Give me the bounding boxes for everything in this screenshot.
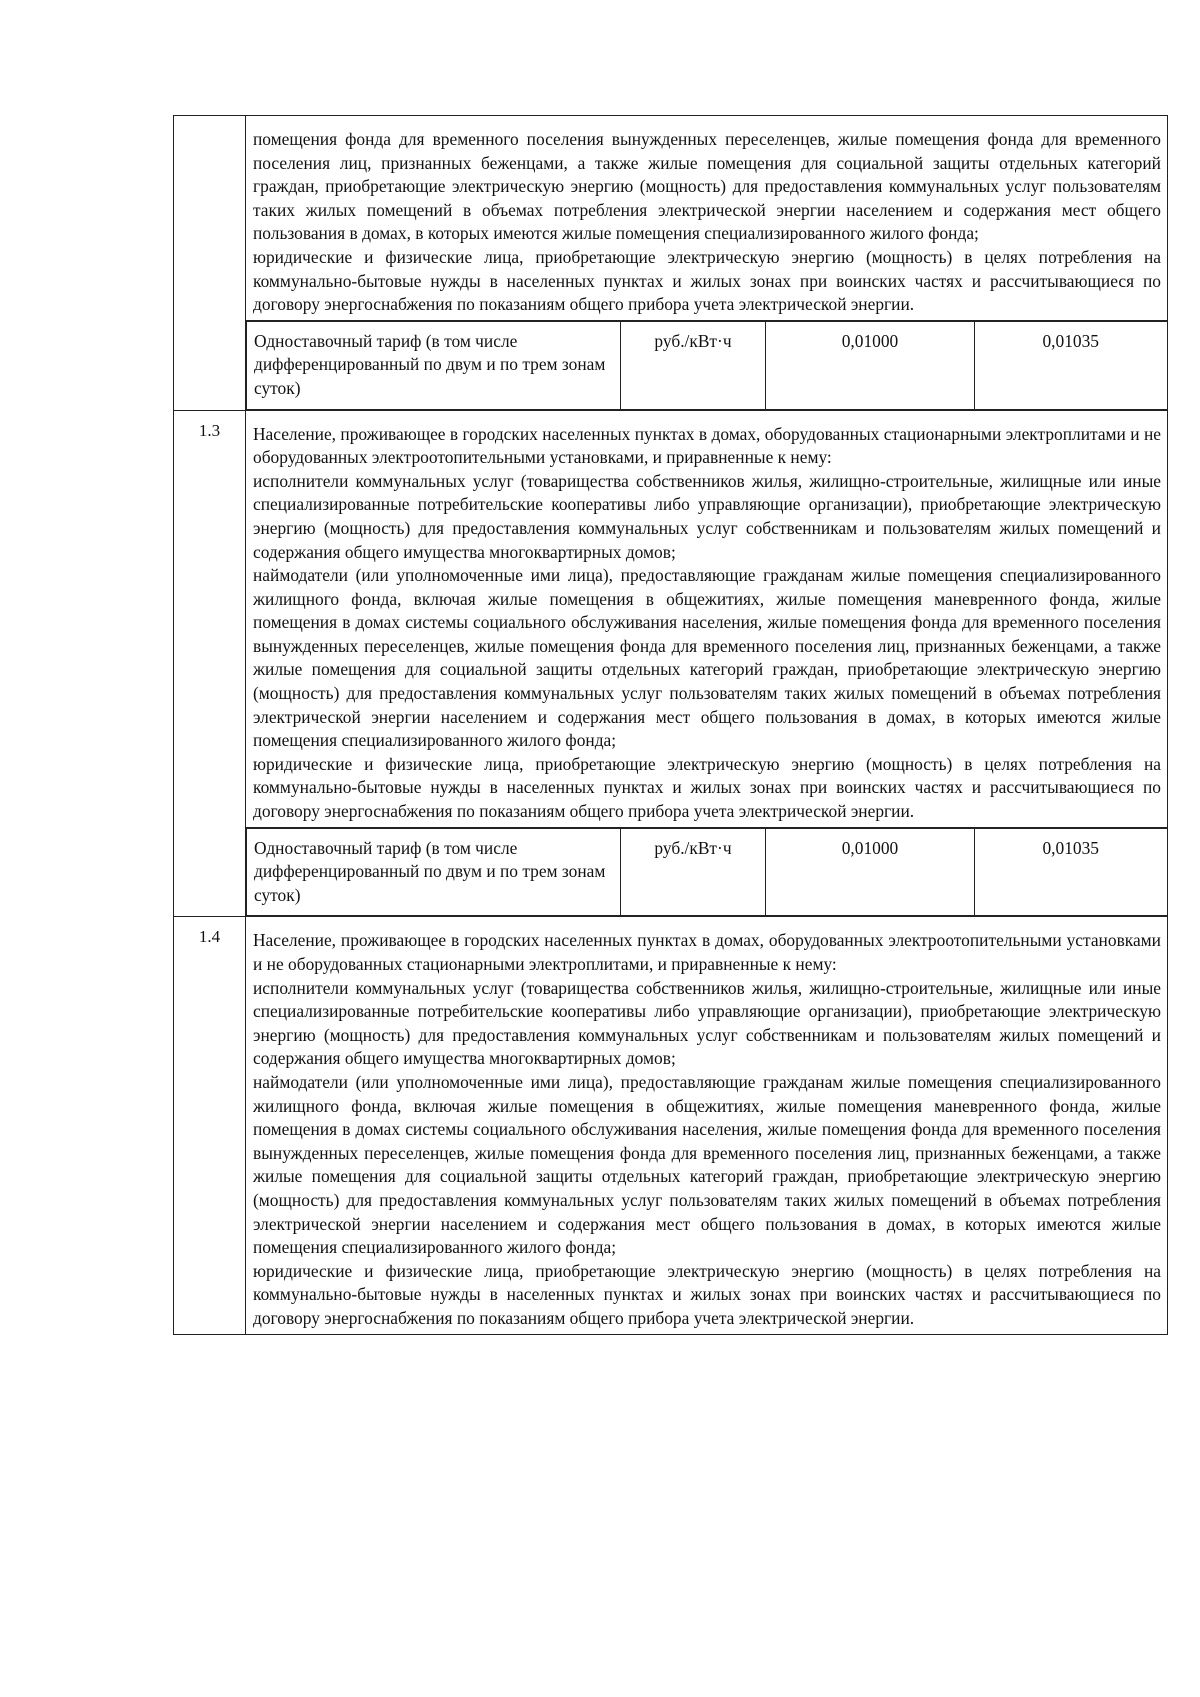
tariff-name: Одноставочный тариф (в том числе дифференцированный по двум и по трем зонам суток) xyxy=(247,828,621,916)
tariff-unit: руб./кВт·ч xyxy=(621,321,766,409)
row-number: 1.4 xyxy=(174,917,246,1334)
paragraph: помещения фонда для временного поселения вынужденных переселенцев, жилые помещения фонда для временного поселения лиц, признанных беженцами, а также жилые помещения для социальной защиты отдельных категорий граждан, приобретающие электрическую энергию (мощность) для предоставления коммунальных услуг пользователям таких жилых помещений в объемах потребления электрической энергии населением и содержания мест общего пользования в домах, в которых имеются жилые помещения специализированного жилого фонда; xyxy=(253,129,1161,244)
paragraph: наймодатели (или уполномоченные ими лица), предоставляющие гражданам жилые помещения специализированного жилищного фонда, включая жилые помещения в общежитиях, жилые помещения маневренного фонда, жилые помещения в домах системы социального обслуживания населения, жилые помещения фонда для временного поселения вынужденных переселенцев, жилые помещения фонда для временного поселения лиц, признанных беженцами, а также жилые помещения для социальной защиты отдельных категорий граждан, приобретающие электрическую энергию (мощность) для предоставления коммунальных услуг пользователям таких жилых помещений в объемах потребления электрической энергии населением и содержания мест общего пользования в домах, в которых имеются жилые помещения специализированного жилого фонда; xyxy=(253,565,1161,751)
tariff-subtable xyxy=(246,828,1168,917)
paragraph: юридические и физические лица, приобретающие электрическую энергию (мощность) в целях потребления на коммунально-бытовые нужды в населенных пунктах и жилых зонах при воинских частях и рассчитывающиеся по договору энергоснабжения по показаниям общего прибора учета электрической энергии. xyxy=(253,1260,1161,1328)
table-row xyxy=(174,410,1168,827)
table-row xyxy=(174,116,1168,321)
row-description xyxy=(246,116,1168,321)
paragraph: юридические и физические лица, приобретающие электрическую энергию (мощность) в целях потребления на коммунально-бытовые нужды в населенных пунктах и жилых зонах при воинских частях и рассчитывающиеся по договору энергоснабжения по показаниям общего прибора учета электрической энергии. xyxy=(253,753,1161,822)
row-number xyxy=(174,116,246,411)
paragraph: наймодатели (или уполномоченные ими лица), предоставляющие гражданам жилые помещения специализированного жилищного фонда, включая жилые помещения в общежитиях, жилые помещения маневренного фонда, жилые помещения в домах системы социального обслуживания населения, жилые помещения фонда для временного поселения вынужденных переселенцев, жилые помещения фонда для временного поселения лиц, признанных беженцами, а также жилые помещения для социальной защиты отдельных категорий граждан, приобретающие электрическую энергию (мощность) для предоставления коммунальных услуг пользователям таких жилых помещений в объемах потребления электрической энергии населением и содержания мест общего пользования в домах, в которых имеются жилые помещения специализированного жилого фонда; xyxy=(253,1071,1161,1258)
tariff-table xyxy=(173,115,1168,1335)
paragraph: Население, проживающее в городских населенных пунктах в домах, оборудованных стационарными электроплитами и не оборудованных электроотопительными установками, и приравненные к нему: xyxy=(253,423,1161,468)
tariff-value-1: 0,01000 xyxy=(766,828,975,916)
tariff-value-1: 0,01000 xyxy=(766,321,975,409)
tariff-value-2: 0,01035 xyxy=(975,828,1168,916)
paragraph: Население, проживающее в городских населенных пунктах в домах, оборудованных электроотопительными установками и не оборудованных стационарными электроплитами, и приравненные к нему: xyxy=(253,930,1161,974)
table-row xyxy=(174,917,1168,1334)
tariff-unit: руб./кВт·ч xyxy=(621,828,766,916)
tariff-subtable xyxy=(246,321,1168,410)
paragraph: исполнители коммунальных услуг (товарищества собственников жилья, жилищно-строительные, жилищные или иные специализированные потребительские кооперативы либо управляющие организации), приобретающие электрическую энергию (мощность) для предоставления коммунальных услуг собственникам и пользователям жилых помещений и содержания общего имущества многоквартирных домов; xyxy=(253,470,1161,562)
tariff-value-2: 0,01035 xyxy=(975,321,1168,409)
paragraph: юридические и физические лица, приобретающие электрическую энергию (мощность) в целях потребления на коммунально-бытовые нужды в населенных пунктах и жилых зонах при воинских частях и рассчитывающиеся по договору энергоснабжения по показаниям общего прибора учета электрической энергии. xyxy=(253,246,1161,315)
row-number: 1.3 xyxy=(174,410,246,917)
row-description xyxy=(246,410,1168,827)
tariff-name: Одноставочный тариф (в том числе дифференцированный по двум и по трем зонам суток) xyxy=(247,321,621,409)
row-description xyxy=(246,917,1168,1334)
paragraph: исполнители коммунальных услуг (товарищества собственников жилья, жилищно-строительные, жилищные или иные специализированные потребительские кооперативы либо управляющие организации), приобретающие электрическую энергию (мощность) для предоставления коммунальных услуг собственникам и пользователям жилых помещений и содержания общего имущества многоквартирных домов; xyxy=(253,977,1161,1069)
document-page xyxy=(173,115,1168,1335)
tariff-row xyxy=(174,320,1168,410)
tariff-row xyxy=(174,827,1168,917)
